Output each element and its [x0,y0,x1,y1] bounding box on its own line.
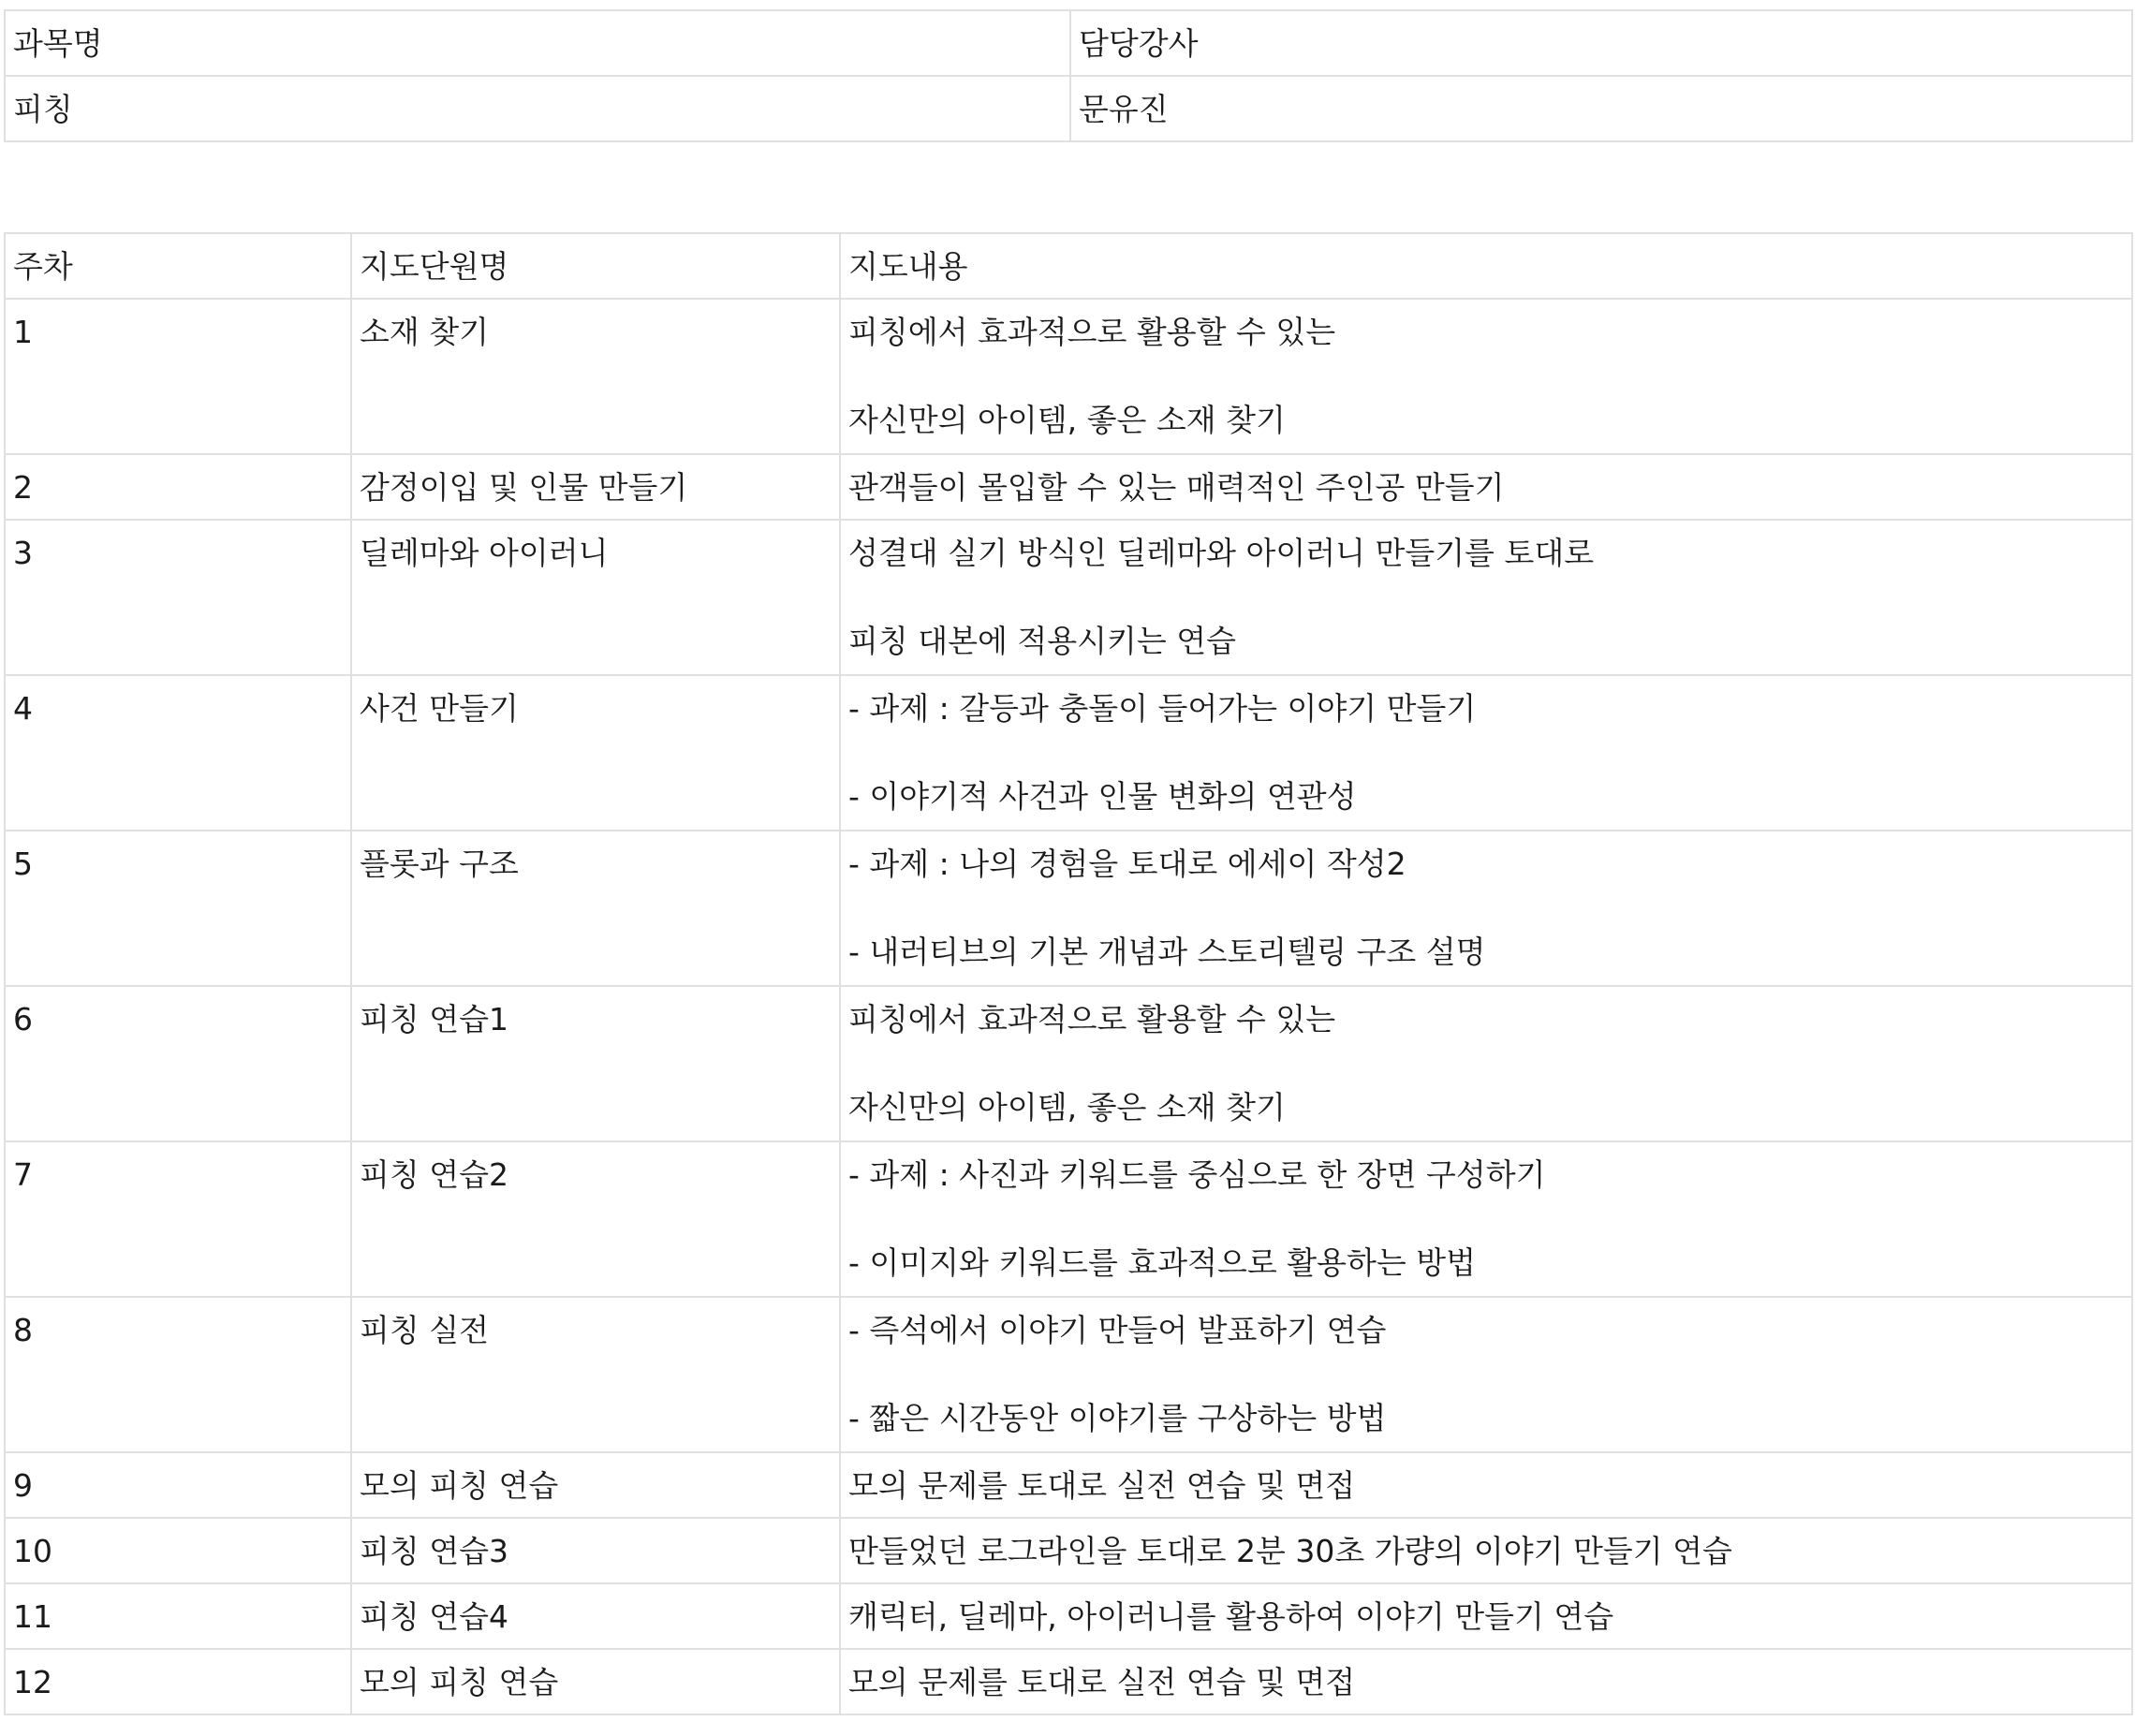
content-line: 캐릭터, 딜레마, 아이러니를 활용하여 이야기 만들기 연습 [848,1598,1614,1635]
content-line: 자신만의 아이템, 좋은 소재 찾기 [848,1089,1286,1125]
week-cell: 9 [5,1452,351,1518]
content-cell [840,1297,2132,1452]
content-line: 피칭에서 효과적으로 활용할 수 있는 [848,1001,1336,1037]
week-cell: 12 [5,1649,351,1714]
line-spacer [848,1041,2124,1086]
week-cell: 7 [5,1141,351,1297]
week-cell: 1 [5,299,351,454]
unit-cell: 딜레마와 아이러니 [351,520,840,675]
weekly-schedule-table [4,232,2133,1715]
unit-cell: 피칭 연습1 [351,986,840,1141]
content-cell [840,520,2132,675]
table-row [5,1141,2132,1297]
course-info-header-row [5,10,2132,76]
line-spacer [848,575,2124,620]
unit-cell: 감정이입 및 인물 만들기 [351,454,840,520]
table-row [5,299,2132,454]
content-line: 자신만의 아이템, 좋은 소재 찾기 [848,402,1286,438]
line-spacer [848,1197,2124,1242]
content-line: - 이미지와 키워드를 효과적으로 활용하는 방법 [848,1244,1477,1281]
unit-cell: 사건 만들기 [351,675,840,831]
content-cell [840,831,2132,986]
content-header: 지도내용 [840,233,2132,299]
content-cell [840,454,2132,520]
week-header: 주차 [5,233,351,299]
content-cell [840,1452,2132,1518]
content-line: 피칭에서 효과적으로 활용할 수 있는 [848,314,1336,350]
content-line: 모의 문제를 토대로 실전 연습 및 면접 [848,1467,1356,1504]
unit-cell: 피칭 실전 [351,1297,840,1452]
unit-cell: 소재 찾기 [351,299,840,454]
line-spacer [848,1352,2124,1397]
table-row [5,831,2132,986]
week-cell: 2 [5,454,351,520]
content-cell [840,299,2132,454]
content-line: 만들었던 로그라인을 토대로 2분 30초 가량의 이야기 만들기 연습 [848,1533,1732,1569]
content-line: - 짧은 시간동안 이야기를 구상하는 방법 [848,1400,1387,1436]
course-name-header: 과목명 [5,10,1070,76]
table-row [5,986,2132,1141]
week-cell: 10 [5,1518,351,1583]
table-row [5,1297,2132,1452]
unit-cell: 피칭 연습3 [351,1518,840,1583]
course-info-table [4,9,2133,142]
week-cell: 3 [5,520,351,675]
course-info-value-row [5,76,2132,141]
instructor-value: 문유진 [1070,76,2132,141]
content-line: - 과제 : 나의 경험을 토대로 에세이 작성2 [848,846,1406,882]
content-line: 피칭 대본에 적용시키는 연습 [848,623,1237,659]
content-line: 관객들이 몰입할 수 있는 매력적인 주인공 만들기 [848,469,1505,506]
table-row [5,1518,2132,1583]
content-cell [840,1518,2132,1583]
table-row [5,454,2132,520]
instructor-header: 담당강사 [1070,10,2132,76]
unit-cell: 모의 피칭 연습 [351,1452,840,1518]
content-cell [840,1649,2132,1714]
table-row [5,1649,2132,1714]
unit-cell: 피칭 연습2 [351,1141,840,1297]
unit-cell: 플롯과 구조 [351,831,840,986]
line-spacer [848,886,2124,931]
line-spacer [848,354,2124,399]
unit-cell: 피칭 연습4 [351,1583,840,1649]
content-line: - 과제 : 사진과 키워드를 중심으로 한 장면 구성하기 [848,1156,1546,1193]
schedule-header-row [5,233,2132,299]
unit-header: 지도단원명 [351,233,840,299]
content-line: - 즉석에서 이야기 만들어 발표하기 연습 [848,1312,1387,1348]
content-line: - 과제 : 갈등과 충돌이 들어가는 이야기 만들기 [848,690,1477,727]
week-cell: 6 [5,986,351,1141]
course-name-value: 피칭 [5,76,1070,141]
table-row [5,1583,2132,1649]
week-cell: 4 [5,675,351,831]
week-cell: 5 [5,831,351,986]
content-line: 모의 문제를 토대로 실전 연습 및 면접 [848,1664,1356,1700]
content-cell [840,1141,2132,1297]
week-cell: 8 [5,1297,351,1452]
content-line: - 이야기적 사건과 인물 변화의 연관성 [848,778,1357,815]
week-cell: 11 [5,1583,351,1649]
table-row [5,1452,2132,1518]
table-row [5,675,2132,831]
content-line: 성결대 실기 방식인 딜레마와 아이러니 만들기를 토대로 [848,535,1595,571]
line-spacer [848,730,2124,775]
content-cell [840,1583,2132,1649]
content-line: - 내러티브의 기본 개념과 스토리텔링 구조 설명 [848,934,1486,970]
content-cell [840,675,2132,831]
unit-cell: 모의 피칭 연습 [351,1649,840,1714]
table-row [5,520,2132,675]
content-cell [840,986,2132,1141]
